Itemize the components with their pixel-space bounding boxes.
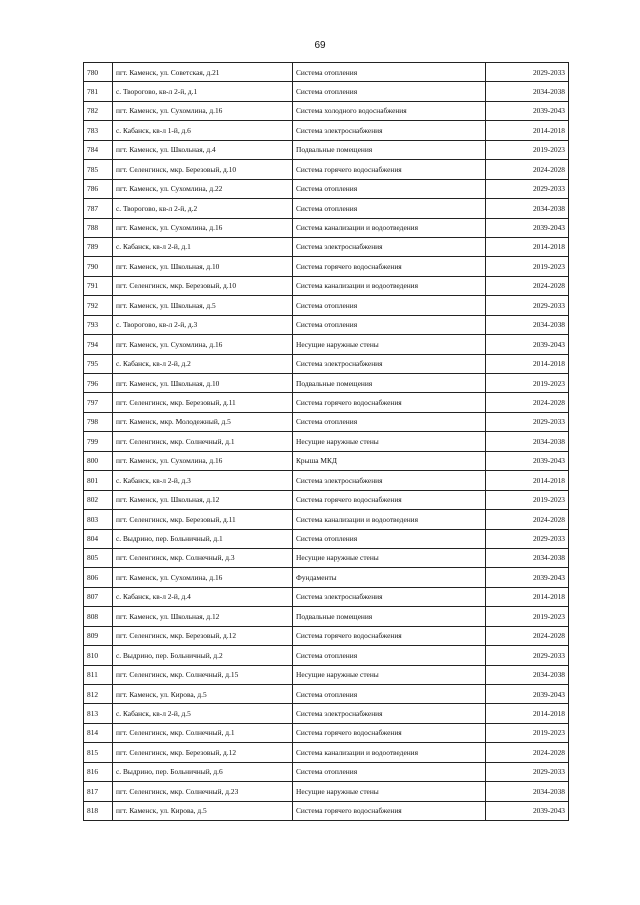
table-row — [84, 101, 569, 120]
table-row — [84, 568, 569, 587]
table-row — [84, 743, 569, 762]
address-cell: пгт. Каменск, ул. Сухомлина, д.22 — [113, 179, 293, 198]
repair-period-cell: 2019-2023 — [486, 490, 569, 509]
table-row — [84, 82, 569, 101]
repair-period-cell: 2019-2023 — [486, 257, 569, 276]
address-cell: пгт. Селенгинск, мкр. Березовый, д.11 — [113, 393, 293, 412]
building-system-cell: Подвальные помещения — [293, 140, 486, 159]
repair-period-cell: 2024-2028 — [486, 276, 569, 295]
building-system-cell: Система отопления — [293, 685, 486, 704]
registry-table-body — [84, 63, 569, 821]
row-number-cell: 812 — [84, 685, 113, 704]
repair-period-cell: 2024-2028 — [486, 743, 569, 762]
address-cell: пгт. Каменск, ул. Сухомлина, д.16 — [113, 218, 293, 237]
row-number-cell: 783 — [84, 121, 113, 140]
address-cell: с. Кабанск, кв-л 2-й, д.1 — [113, 237, 293, 256]
row-number-cell: 790 — [84, 257, 113, 276]
repair-period-cell: 2029-2033 — [486, 63, 569, 82]
address-cell: пгт. Селенгинск, мкр. Солнечный, д.1 — [113, 723, 293, 742]
row-number-cell: 816 — [84, 762, 113, 781]
row-number-cell: 800 — [84, 451, 113, 470]
building-system-cell: Система отопления — [293, 315, 486, 334]
repair-period-cell: 2024-2028 — [486, 626, 569, 645]
building-system-cell: Система канализации и водоотведения — [293, 743, 486, 762]
table-row — [84, 393, 569, 412]
row-number-cell: 792 — [84, 296, 113, 315]
table-row — [84, 607, 569, 626]
address-cell: пгт. Каменск, ул. Школьная, д.12 — [113, 490, 293, 509]
row-number-cell: 808 — [84, 607, 113, 626]
building-system-cell: Крыша МКД — [293, 451, 486, 470]
building-system-cell: Система отопления — [293, 63, 486, 82]
address-cell: пгт. Каменск, ул. Кирова, д.5 — [113, 801, 293, 820]
row-number-cell: 798 — [84, 412, 113, 431]
address-cell: с. Кабанск, кв-л 2-й, д.4 — [113, 587, 293, 606]
repair-period-cell: 2029-2033 — [486, 646, 569, 665]
repair-period-cell: 2034-2038 — [486, 782, 569, 801]
building-system-cell: Система электроснабжения — [293, 121, 486, 140]
repair-period-cell: 2039-2043 — [486, 451, 569, 470]
repair-period-cell: 2029-2033 — [486, 179, 569, 198]
row-number-cell: 818 — [84, 801, 113, 820]
row-number-cell: 805 — [84, 548, 113, 567]
row-number-cell: 810 — [84, 646, 113, 665]
address-cell: пгт. Каменск, ул. Школьная, д.10 — [113, 374, 293, 393]
table-row — [84, 762, 569, 781]
row-number-cell: 814 — [84, 723, 113, 742]
row-number-cell: 796 — [84, 374, 113, 393]
repair-period-cell: 2039-2043 — [486, 335, 569, 354]
table-row — [84, 140, 569, 159]
building-system-cell: Система электроснабжения — [293, 471, 486, 490]
address-cell: с. Творогово, кв-л 2-й, д.1 — [113, 82, 293, 101]
building-system-cell: Система канализации и водоотведения — [293, 218, 486, 237]
row-number-cell: 806 — [84, 568, 113, 587]
building-system-cell: Система электроснабжения — [293, 587, 486, 606]
table-row — [84, 626, 569, 645]
address-cell: с. Кабанск, кв-л 1-й, д.6 — [113, 121, 293, 140]
address-cell: пгт. Селенгинск, мкр. Березовый, д.11 — [113, 510, 293, 529]
repair-period-cell: 2029-2033 — [486, 296, 569, 315]
table-row — [84, 257, 569, 276]
row-number-cell: 784 — [84, 140, 113, 159]
table-row — [84, 451, 569, 470]
repair-period-cell: 2039-2043 — [486, 218, 569, 237]
address-cell: пгт. Каменск, ул. Школьная, д.5 — [113, 296, 293, 315]
address-cell: с. Кабанск, кв-л 2-й, д.2 — [113, 354, 293, 373]
repair-period-cell: 2029-2033 — [486, 412, 569, 431]
table-row — [84, 315, 569, 334]
table-row — [84, 685, 569, 704]
address-cell: пгт. Селенгинск, мкр. Солнечный, д.3 — [113, 548, 293, 567]
building-system-cell: Система отопления — [293, 646, 486, 665]
table-row — [84, 199, 569, 218]
table-row — [84, 335, 569, 354]
building-system-cell: Система отопления — [293, 179, 486, 198]
address-cell: пгт. Каменск, ул. Сухомлина, д.16 — [113, 568, 293, 587]
table-row — [84, 354, 569, 373]
building-system-cell: Несущие наружные стены — [293, 782, 486, 801]
address-cell: с. Выдрино, пер. Больничный, д.6 — [113, 762, 293, 781]
row-number-cell: 797 — [84, 393, 113, 412]
row-number-cell: 785 — [84, 160, 113, 179]
row-number-cell: 802 — [84, 490, 113, 509]
table-row — [84, 218, 569, 237]
table-row — [84, 490, 569, 509]
repair-period-cell: 2039-2043 — [486, 685, 569, 704]
building-system-cell: Система отопления — [293, 762, 486, 781]
building-system-cell: Подвальные помещения — [293, 374, 486, 393]
building-system-cell: Система канализации и водоотведения — [293, 276, 486, 295]
building-system-cell: Система электроснабжения — [293, 237, 486, 256]
repair-period-cell: 2034-2038 — [486, 432, 569, 451]
address-cell: с. Кабанск, кв-л 2-й, д.5 — [113, 704, 293, 723]
table-row — [84, 374, 569, 393]
repair-period-cell: 2024-2028 — [486, 510, 569, 529]
table-row — [84, 782, 569, 801]
repair-period-cell: 2019-2023 — [486, 374, 569, 393]
building-system-cell: Система канализации и водоотведения — [293, 510, 486, 529]
building-system-cell: Система горячего водоснабжения — [293, 257, 486, 276]
address-cell: пгт. Каменск, ул. Сухомлина, д.16 — [113, 101, 293, 120]
building-system-cell: Система горячего водоснабжения — [293, 393, 486, 412]
table-row — [84, 665, 569, 684]
building-system-cell: Система горячего водоснабжения — [293, 490, 486, 509]
table-row — [84, 237, 569, 256]
row-number-cell: 781 — [84, 82, 113, 101]
row-number-cell: 801 — [84, 471, 113, 490]
registry-table — [83, 62, 569, 821]
repair-period-cell: 2014-2018 — [486, 471, 569, 490]
repair-period-cell: 2039-2043 — [486, 101, 569, 120]
table-row — [84, 529, 569, 548]
table-row — [84, 587, 569, 606]
address-cell: с. Творогово, кв-л 2-й, д.3 — [113, 315, 293, 334]
row-number-cell: 807 — [84, 587, 113, 606]
row-number-cell: 803 — [84, 510, 113, 529]
repair-period-cell: 2034-2038 — [486, 82, 569, 101]
table-row — [84, 548, 569, 567]
address-cell: пгт. Каменск, мкр. Молодежный, д.5 — [113, 412, 293, 431]
row-number-cell: 799 — [84, 432, 113, 451]
address-cell: с. Творогово, кв-л 2-й, д.2 — [113, 199, 293, 218]
building-system-cell: Несущие наружные стены — [293, 335, 486, 354]
repair-period-cell: 2039-2043 — [486, 801, 569, 820]
repair-period-cell: 2019-2023 — [486, 723, 569, 742]
address-cell: пгт. Каменск, ул. Кирова, д.5 — [113, 685, 293, 704]
repair-period-cell: 2034-2038 — [486, 548, 569, 567]
row-number-cell: 804 — [84, 529, 113, 548]
address-cell: пгт. Селенгинск, мкр. Солнечный, д.15 — [113, 665, 293, 684]
repair-period-cell: 2039-2043 — [486, 568, 569, 587]
table-row — [84, 801, 569, 820]
table-row — [84, 510, 569, 529]
repair-period-cell: 2014-2018 — [486, 121, 569, 140]
row-number-cell: 809 — [84, 626, 113, 645]
building-system-cell: Система отопления — [293, 412, 486, 431]
repair-period-cell: 2014-2018 — [486, 587, 569, 606]
table-row — [84, 296, 569, 315]
repair-period-cell: 2019-2023 — [486, 607, 569, 626]
row-number-cell: 793 — [84, 315, 113, 334]
address-cell: пгт. Селенгинск, мкр. Березовый, д.12 — [113, 626, 293, 645]
repair-period-cell: 2034-2038 — [486, 665, 569, 684]
table-row — [84, 160, 569, 179]
table-row — [84, 432, 569, 451]
table-row — [84, 412, 569, 431]
address-cell: пгт. Селенгинск, мкр. Солнечный, д.1 — [113, 432, 293, 451]
address-cell: пгт. Селенгинск, мкр. Березовый, д.12 — [113, 743, 293, 762]
building-system-cell: Несущие наружные стены — [293, 665, 486, 684]
row-number-cell: 811 — [84, 665, 113, 684]
address-cell: пгт. Каменск, ул. Школьная, д.12 — [113, 607, 293, 626]
row-number-cell: 788 — [84, 218, 113, 237]
row-number-cell: 795 — [84, 354, 113, 373]
building-system-cell: Система холодного водоснабжения — [293, 101, 486, 120]
repair-period-cell: 2029-2033 — [486, 529, 569, 548]
table-row — [84, 63, 569, 82]
table-row — [84, 179, 569, 198]
repair-period-cell: 2034-2038 — [486, 199, 569, 218]
building-system-cell: Система горячего водоснабжения — [293, 626, 486, 645]
repair-period-cell: 2024-2028 — [486, 160, 569, 179]
address-cell: пгт. Селенгинск, мкр. Березовый, д.10 — [113, 276, 293, 295]
repair-period-cell: 2014-2018 — [486, 704, 569, 723]
building-system-cell: Несущие наружные стены — [293, 548, 486, 567]
building-system-cell: Система отопления — [293, 199, 486, 218]
repair-period-cell: 2029-2033 — [486, 762, 569, 781]
row-number-cell: 782 — [84, 101, 113, 120]
page-number: 69 — [314, 40, 326, 51]
building-system-cell: Система отопления — [293, 296, 486, 315]
address-cell: пгт. Каменск, ул. Советская, д.21 — [113, 63, 293, 82]
row-number-cell: 789 — [84, 237, 113, 256]
repair-period-cell: 2014-2018 — [486, 237, 569, 256]
address-cell: с. Выдрино, пер. Больничный, д.2 — [113, 646, 293, 665]
table-row — [84, 704, 569, 723]
row-number-cell: 791 — [84, 276, 113, 295]
table-row — [84, 121, 569, 140]
repair-period-cell: 2034-2038 — [486, 315, 569, 334]
table-row — [84, 646, 569, 665]
table-row — [84, 471, 569, 490]
row-number-cell: 780 — [84, 63, 113, 82]
address-cell: пгт. Каменск, ул. Сухомлина, д.16 — [113, 335, 293, 354]
address-cell: пгт. Селенгинск, мкр. Березовый, д.10 — [113, 160, 293, 179]
address-cell: с. Выдрино, пер. Больничный, д.1 — [113, 529, 293, 548]
row-number-cell: 815 — [84, 743, 113, 762]
address-cell: пгт. Каменск, ул. Сухомлина, д.16 — [113, 451, 293, 470]
address-cell: пгт. Каменск, ул. Школьная, д.4 — [113, 140, 293, 159]
building-system-cell: Подвальные помещения — [293, 607, 486, 626]
building-system-cell: Система отопления — [293, 82, 486, 101]
row-number-cell: 787 — [84, 199, 113, 218]
row-number-cell: 786 — [84, 179, 113, 198]
building-system-cell: Система электроснабжения — [293, 704, 486, 723]
building-system-cell: Система горячего водоснабжения — [293, 160, 486, 179]
building-system-cell: Система горячего водоснабжения — [293, 801, 486, 820]
building-system-cell: Фундаменты — [293, 568, 486, 587]
row-number-cell: 817 — [84, 782, 113, 801]
row-number-cell: 794 — [84, 335, 113, 354]
address-cell: с. Кабанск, кв-л 2-й, д.3 — [113, 471, 293, 490]
table-row — [84, 723, 569, 742]
building-system-cell: Система электроснабжения — [293, 354, 486, 373]
repair-period-cell: 2019-2023 — [486, 140, 569, 159]
table-row — [84, 276, 569, 295]
building-system-cell: Система горячего водоснабжения — [293, 723, 486, 742]
building-system-cell: Несущие наружные стены — [293, 432, 486, 451]
address-cell: пгт. Каменск, ул. Школьная, д.10 — [113, 257, 293, 276]
address-cell: пгт. Селенгинск, мкр. Солнечный, д.23 — [113, 782, 293, 801]
row-number-cell: 813 — [84, 704, 113, 723]
repair-period-cell: 2024-2028 — [486, 393, 569, 412]
building-system-cell: Система отопления — [293, 529, 486, 548]
repair-period-cell: 2014-2018 — [486, 354, 569, 373]
